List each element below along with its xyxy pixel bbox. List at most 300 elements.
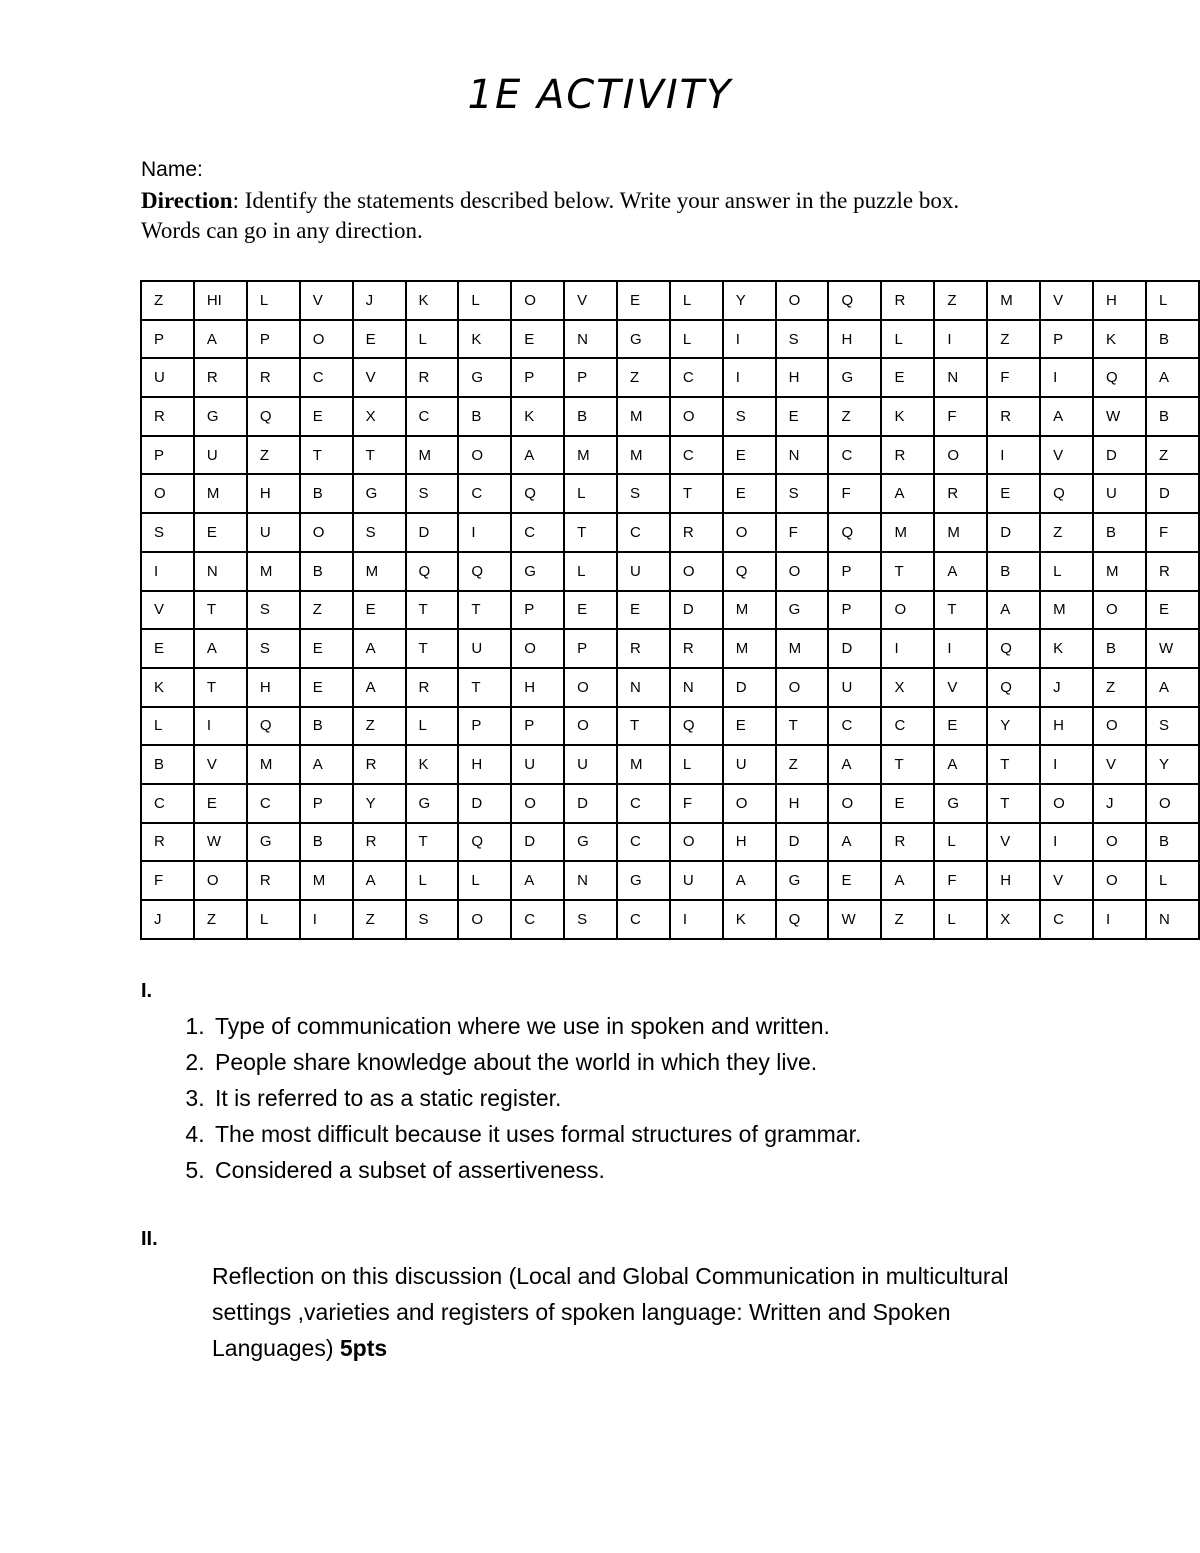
- grid-cell[interactable]: M: [247, 552, 300, 591]
- grid-cell[interactable]: Q: [828, 281, 881, 320]
- grid-cell[interactable]: P: [511, 707, 564, 746]
- grid-cell[interactable]: K: [881, 397, 934, 436]
- grid-cell[interactable]: C: [511, 513, 564, 552]
- grid-cell[interactable]: T: [194, 591, 247, 630]
- grid-cell[interactable]: I: [1093, 900, 1146, 939]
- grid-cell[interactable]: R: [881, 436, 934, 475]
- grid-cell[interactable]: O: [881, 591, 934, 630]
- grid-cell[interactable]: W: [828, 900, 881, 939]
- grid-cell[interactable]: O: [828, 784, 881, 823]
- grid-cell[interactable]: O: [511, 629, 564, 668]
- grid-cell[interactable]: U: [247, 513, 300, 552]
- grid-cell[interactable]: M: [934, 513, 987, 552]
- grid-cell[interactable]: D: [406, 513, 459, 552]
- grid-cell[interactable]: J: [353, 281, 406, 320]
- grid-cell[interactable]: Y: [987, 707, 1040, 746]
- grid-cell[interactable]: U: [617, 552, 670, 591]
- grid-cell[interactable]: L: [1146, 861, 1199, 900]
- grid-cell[interactable]: B: [1093, 629, 1146, 668]
- grid-cell[interactable]: G: [776, 861, 829, 900]
- grid-cell[interactable]: I: [141, 552, 194, 591]
- grid-cell[interactable]: B: [458, 397, 511, 436]
- grid-cell[interactable]: U: [670, 861, 723, 900]
- grid-cell[interactable]: Q: [987, 629, 1040, 668]
- grid-cell[interactable]: S: [353, 513, 406, 552]
- grid-cell[interactable]: N: [617, 668, 670, 707]
- grid-cell[interactable]: P: [511, 358, 564, 397]
- grid-cell[interactable]: A: [987, 591, 1040, 630]
- grid-cell[interactable]: Z: [1146, 436, 1199, 475]
- grid-cell[interactable]: R: [141, 397, 194, 436]
- grid-cell[interactable]: S: [406, 474, 459, 513]
- grid-cell[interactable]: E: [881, 784, 934, 823]
- grid-cell[interactable]: T: [406, 823, 459, 862]
- grid-cell[interactable]: O: [723, 513, 776, 552]
- grid-cell[interactable]: O: [564, 707, 617, 746]
- grid-cell[interactable]: L: [406, 320, 459, 359]
- grid-cell[interactable]: B: [300, 707, 353, 746]
- grid-cell[interactable]: D: [987, 513, 1040, 552]
- grid-cell[interactable]: L: [458, 861, 511, 900]
- grid-cell[interactable]: G: [511, 552, 564, 591]
- grid-cell[interactable]: M: [564, 436, 617, 475]
- grid-cell[interactable]: T: [934, 591, 987, 630]
- grid-cell[interactable]: E: [194, 513, 247, 552]
- grid-cell[interactable]: T: [987, 745, 1040, 784]
- grid-cell[interactable]: R: [353, 745, 406, 784]
- grid-cell[interactable]: L: [934, 900, 987, 939]
- grid-cell[interactable]: M: [300, 861, 353, 900]
- grid-cell[interactable]: S: [723, 397, 776, 436]
- grid-cell[interactable]: E: [723, 474, 776, 513]
- grid-cell[interactable]: I: [670, 900, 723, 939]
- grid-cell[interactable]: O: [300, 513, 353, 552]
- grid-cell[interactable]: C: [141, 784, 194, 823]
- grid-cell[interactable]: U: [194, 436, 247, 475]
- grid-cell[interactable]: L: [670, 745, 723, 784]
- grid-cell[interactable]: S: [247, 629, 300, 668]
- grid-cell[interactable]: R: [1146, 552, 1199, 591]
- grid-cell[interactable]: M: [987, 281, 1040, 320]
- grid-cell[interactable]: G: [828, 358, 881, 397]
- grid-cell[interactable]: H: [828, 320, 881, 359]
- grid-cell[interactable]: T: [881, 745, 934, 784]
- grid-cell[interactable]: U: [723, 745, 776, 784]
- grid-cell[interactable]: B: [300, 474, 353, 513]
- grid-cell[interactable]: E: [723, 436, 776, 475]
- grid-cell[interactable]: O: [300, 320, 353, 359]
- grid-cell[interactable]: O: [564, 668, 617, 707]
- grid-cell[interactable]: A: [881, 861, 934, 900]
- grid-cell[interactable]: A: [828, 745, 881, 784]
- grid-cell[interactable]: O: [670, 823, 723, 862]
- grid-cell[interactable]: E: [353, 320, 406, 359]
- grid-cell[interactable]: M: [617, 397, 670, 436]
- grid-cell[interactable]: T: [776, 707, 829, 746]
- grid-cell[interactable]: G: [194, 397, 247, 436]
- grid-cell[interactable]: P: [141, 320, 194, 359]
- grid-cell[interactable]: O: [670, 552, 723, 591]
- grid-cell[interactable]: I: [881, 629, 934, 668]
- grid-cell[interactable]: A: [1040, 397, 1093, 436]
- grid-cell[interactable]: D: [511, 823, 564, 862]
- grid-cell[interactable]: G: [406, 784, 459, 823]
- grid-cell[interactable]: Q: [458, 552, 511, 591]
- grid-cell[interactable]: V: [987, 823, 1040, 862]
- grid-cell[interactable]: H: [1093, 281, 1146, 320]
- grid-cell[interactable]: K: [458, 320, 511, 359]
- grid-cell[interactable]: T: [353, 436, 406, 475]
- grid-cell[interactable]: E: [353, 591, 406, 630]
- grid-cell[interactable]: F: [934, 397, 987, 436]
- grid-cell[interactable]: A: [1146, 668, 1199, 707]
- grid-cell[interactable]: E: [1146, 591, 1199, 630]
- grid-cell[interactable]: B: [987, 552, 1040, 591]
- grid-cell[interactable]: I: [458, 513, 511, 552]
- grid-cell[interactable]: O: [1146, 784, 1199, 823]
- grid-cell[interactable]: E: [934, 707, 987, 746]
- grid-cell[interactable]: B: [1146, 397, 1199, 436]
- grid-cell[interactable]: B: [1146, 320, 1199, 359]
- grid-cell[interactable]: F: [670, 784, 723, 823]
- grid-cell[interactable]: T: [194, 668, 247, 707]
- grid-cell[interactable]: G: [458, 358, 511, 397]
- grid-cell[interactable]: C: [406, 397, 459, 436]
- grid-cell[interactable]: O: [934, 436, 987, 475]
- grid-cell[interactable]: N: [1146, 900, 1199, 939]
- grid-cell[interactable]: P: [828, 591, 881, 630]
- grid-cell[interactable]: D: [776, 823, 829, 862]
- grid-cell[interactable]: T: [881, 552, 934, 591]
- grid-cell[interactable]: G: [564, 823, 617, 862]
- grid-cell[interactable]: T: [406, 591, 459, 630]
- grid-cell[interactable]: S: [617, 474, 670, 513]
- grid-cell[interactable]: P: [247, 320, 300, 359]
- grid-cell[interactable]: T: [617, 707, 670, 746]
- grid-cell[interactable]: Q: [511, 474, 564, 513]
- grid-cell[interactable]: E: [723, 707, 776, 746]
- grid-cell[interactable]: I: [723, 358, 776, 397]
- grid-cell[interactable]: J: [1093, 784, 1146, 823]
- grid-cell[interactable]: S: [564, 900, 617, 939]
- grid-cell[interactable]: A: [300, 745, 353, 784]
- grid-cell[interactable]: H: [511, 668, 564, 707]
- grid-cell[interactable]: E: [828, 861, 881, 900]
- grid-cell[interactable]: Q: [247, 707, 300, 746]
- grid-cell[interactable]: R: [881, 823, 934, 862]
- grid-cell[interactable]: Q: [406, 552, 459, 591]
- grid-cell[interactable]: L: [406, 861, 459, 900]
- grid-cell[interactable]: N: [670, 668, 723, 707]
- grid-cell[interactable]: A: [353, 629, 406, 668]
- grid-cell[interactable]: Q: [247, 397, 300, 436]
- grid-cell[interactable]: J: [1040, 668, 1093, 707]
- grid-cell[interactable]: O: [776, 552, 829, 591]
- grid-cell[interactable]: T: [300, 436, 353, 475]
- grid-cell[interactable]: F: [141, 861, 194, 900]
- grid-cell[interactable]: L: [247, 900, 300, 939]
- grid-cell[interactable]: N: [564, 861, 617, 900]
- grid-cell[interactable]: Z: [353, 900, 406, 939]
- grid-cell[interactable]: V: [353, 358, 406, 397]
- grid-cell[interactable]: N: [194, 552, 247, 591]
- grid-cell[interactable]: B: [1093, 513, 1146, 552]
- grid-cell[interactable]: E: [564, 591, 617, 630]
- grid-cell[interactable]: A: [881, 474, 934, 513]
- grid-cell[interactable]: B: [141, 745, 194, 784]
- grid-cell[interactable]: L: [247, 281, 300, 320]
- grid-cell[interactable]: V: [141, 591, 194, 630]
- grid-cell[interactable]: M: [776, 629, 829, 668]
- grid-cell[interactable]: V: [1093, 745, 1146, 784]
- grid-cell[interactable]: X: [353, 397, 406, 436]
- grid-cell[interactable]: Q: [828, 513, 881, 552]
- grid-cell[interactable]: A: [194, 320, 247, 359]
- grid-cell[interactable]: T: [670, 474, 723, 513]
- grid-cell[interactable]: L: [564, 552, 617, 591]
- grid-cell[interactable]: O: [776, 668, 829, 707]
- grid-cell[interactable]: L: [141, 707, 194, 746]
- grid-cell[interactable]: C: [828, 707, 881, 746]
- grid-cell[interactable]: Z: [194, 900, 247, 939]
- grid-cell[interactable]: L: [564, 474, 617, 513]
- grid-cell[interactable]: G: [934, 784, 987, 823]
- grid-cell[interactable]: Q: [458, 823, 511, 862]
- grid-cell[interactable]: M: [723, 629, 776, 668]
- grid-cell[interactable]: M: [881, 513, 934, 552]
- grid-cell[interactable]: C: [617, 513, 670, 552]
- grid-cell[interactable]: K: [1040, 629, 1093, 668]
- grid-cell[interactable]: R: [670, 629, 723, 668]
- grid-cell[interactable]: R: [670, 513, 723, 552]
- grid-cell[interactable]: R: [194, 358, 247, 397]
- grid-cell[interactable]: F: [776, 513, 829, 552]
- grid-cell[interactable]: B: [1146, 823, 1199, 862]
- grid-cell[interactable]: K: [141, 668, 194, 707]
- grid-cell[interactable]: G: [617, 320, 670, 359]
- grid-cell[interactable]: Z: [987, 320, 1040, 359]
- grid-cell[interactable]: K: [1093, 320, 1146, 359]
- grid-cell[interactable]: I: [1040, 745, 1093, 784]
- grid-cell[interactable]: Q: [776, 900, 829, 939]
- grid-cell[interactable]: E: [300, 629, 353, 668]
- grid-cell[interactable]: C: [617, 900, 670, 939]
- grid-cell[interactable]: I: [934, 320, 987, 359]
- grid-cell[interactable]: Z: [300, 591, 353, 630]
- grid-cell[interactable]: D: [670, 591, 723, 630]
- grid-cell[interactable]: A: [511, 861, 564, 900]
- grid-cell[interactable]: Q: [987, 668, 1040, 707]
- grid-cell[interactable]: G: [353, 474, 406, 513]
- grid-cell[interactable]: D: [458, 784, 511, 823]
- grid-cell[interactable]: I: [300, 900, 353, 939]
- grid-cell[interactable]: N: [776, 436, 829, 475]
- grid-cell[interactable]: M: [1040, 591, 1093, 630]
- grid-cell[interactable]: I: [987, 436, 1040, 475]
- grid-cell[interactable]: V: [194, 745, 247, 784]
- grid-cell[interactable]: F: [987, 358, 1040, 397]
- grid-cell[interactable]: H: [247, 474, 300, 513]
- grid-cell[interactable]: Z: [776, 745, 829, 784]
- grid-cell[interactable]: O: [458, 900, 511, 939]
- grid-cell[interactable]: V: [1040, 281, 1093, 320]
- grid-cell[interactable]: T: [564, 513, 617, 552]
- grid-cell[interactable]: A: [723, 861, 776, 900]
- grid-cell[interactable]: B: [564, 397, 617, 436]
- grid-cell[interactable]: N: [564, 320, 617, 359]
- grid-cell[interactable]: H: [723, 823, 776, 862]
- grid-cell[interactable]: E: [141, 629, 194, 668]
- grid-cell[interactable]: M: [353, 552, 406, 591]
- grid-cell[interactable]: O: [1093, 707, 1146, 746]
- grid-cell[interactable]: P: [458, 707, 511, 746]
- grid-cell[interactable]: Z: [934, 281, 987, 320]
- grid-cell[interactable]: A: [353, 861, 406, 900]
- grid-cell[interactable]: K: [406, 281, 459, 320]
- grid-cell[interactable]: F: [1146, 513, 1199, 552]
- grid-cell[interactable]: L: [670, 320, 723, 359]
- grid-cell[interactable]: A: [934, 745, 987, 784]
- grid-cell[interactable]: G: [247, 823, 300, 862]
- grid-cell[interactable]: I: [1040, 358, 1093, 397]
- grid-cell[interactable]: M: [723, 591, 776, 630]
- grid-cell[interactable]: S: [247, 591, 300, 630]
- grid-cell[interactable]: T: [458, 591, 511, 630]
- grid-cell[interactable]: R: [247, 358, 300, 397]
- grid-cell[interactable]: C: [670, 436, 723, 475]
- grid-cell[interactable]: T: [406, 629, 459, 668]
- grid-cell[interactable]: C: [511, 900, 564, 939]
- grid-cell[interactable]: L: [934, 823, 987, 862]
- grid-cell[interactable]: H: [458, 745, 511, 784]
- grid-cell[interactable]: L: [406, 707, 459, 746]
- grid-cell[interactable]: K: [723, 900, 776, 939]
- grid-cell[interactable]: Y: [1146, 745, 1199, 784]
- grid-cell[interactable]: Q: [1093, 358, 1146, 397]
- grid-cell[interactable]: U: [564, 745, 617, 784]
- grid-cell[interactable]: S: [406, 900, 459, 939]
- grid-cell[interactable]: A: [353, 668, 406, 707]
- grid-cell[interactable]: Q: [723, 552, 776, 591]
- grid-cell[interactable]: P: [564, 358, 617, 397]
- grid-cell[interactable]: D: [1146, 474, 1199, 513]
- grid-cell[interactable]: U: [141, 358, 194, 397]
- grid-cell[interactable]: R: [881, 281, 934, 320]
- grid-cell[interactable]: O: [670, 397, 723, 436]
- grid-cell[interactable]: J: [141, 900, 194, 939]
- grid-cell[interactable]: A: [828, 823, 881, 862]
- grid-cell[interactable]: G: [617, 861, 670, 900]
- grid-cell[interactable]: O: [141, 474, 194, 513]
- grid-cell[interactable]: Z: [1093, 668, 1146, 707]
- grid-cell[interactable]: O: [511, 281, 564, 320]
- grid-cell[interactable]: B: [300, 552, 353, 591]
- grid-cell[interactable]: V: [934, 668, 987, 707]
- grid-cell[interactable]: Z: [617, 358, 670, 397]
- grid-cell[interactable]: F: [828, 474, 881, 513]
- grid-cell[interactable]: P: [828, 552, 881, 591]
- grid-cell[interactable]: O: [776, 281, 829, 320]
- grid-cell[interactable]: L: [1040, 552, 1093, 591]
- grid-cell[interactable]: C: [1040, 900, 1093, 939]
- grid-cell[interactable]: K: [511, 397, 564, 436]
- grid-cell[interactable]: R: [987, 397, 1040, 436]
- grid-cell[interactable]: M: [1093, 552, 1146, 591]
- grid-cell[interactable]: A: [194, 629, 247, 668]
- grid-cell[interactable]: L: [1146, 281, 1199, 320]
- grid-cell[interactable]: V: [300, 281, 353, 320]
- grid-cell[interactable]: O: [1040, 784, 1093, 823]
- grid-cell[interactable]: Z: [247, 436, 300, 475]
- grid-cell[interactable]: H: [247, 668, 300, 707]
- grid-cell[interactable]: I: [723, 320, 776, 359]
- grid-cell[interactable]: G: [776, 591, 829, 630]
- grid-cell[interactable]: Z: [1040, 513, 1093, 552]
- grid-cell[interactable]: F: [934, 861, 987, 900]
- grid-cell[interactable]: I: [194, 707, 247, 746]
- grid-cell[interactable]: Q: [1040, 474, 1093, 513]
- grid-cell[interactable]: X: [881, 668, 934, 707]
- grid-cell[interactable]: R: [406, 358, 459, 397]
- grid-cell[interactable]: S: [776, 474, 829, 513]
- grid-cell[interactable]: U: [511, 745, 564, 784]
- grid-cell[interactable]: D: [1093, 436, 1146, 475]
- grid-cell[interactable]: D: [828, 629, 881, 668]
- grid-cell[interactable]: T: [987, 784, 1040, 823]
- grid-cell[interactable]: I: [934, 629, 987, 668]
- grid-cell[interactable]: W: [1093, 397, 1146, 436]
- grid-cell[interactable]: E: [881, 358, 934, 397]
- grid-cell[interactable]: H: [1040, 707, 1093, 746]
- grid-cell[interactable]: C: [881, 707, 934, 746]
- grid-cell[interactable]: Z: [353, 707, 406, 746]
- grid-cell[interactable]: O: [1093, 823, 1146, 862]
- grid-cell[interactable]: O: [458, 436, 511, 475]
- grid-cell[interactable]: B: [300, 823, 353, 862]
- grid-cell[interactable]: Z: [881, 900, 934, 939]
- grid-cell[interactable]: X: [987, 900, 1040, 939]
- grid-cell[interactable]: A: [1146, 358, 1199, 397]
- grid-cell[interactable]: R: [617, 629, 670, 668]
- grid-cell[interactable]: U: [1093, 474, 1146, 513]
- grid-cell[interactable]: E: [511, 320, 564, 359]
- grid-cell[interactable]: L: [670, 281, 723, 320]
- grid-cell[interactable]: Y: [353, 784, 406, 823]
- grid-cell[interactable]: M: [617, 436, 670, 475]
- grid-cell[interactable]: C: [617, 784, 670, 823]
- grid-cell[interactable]: A: [511, 436, 564, 475]
- grid-cell[interactable]: W: [194, 823, 247, 862]
- grid-cell[interactable]: V: [1040, 436, 1093, 475]
- grid-cell[interactable]: C: [300, 358, 353, 397]
- grid-cell[interactable]: R: [934, 474, 987, 513]
- grid-cell[interactable]: E: [300, 397, 353, 436]
- grid-cell[interactable]: S: [141, 513, 194, 552]
- grid-cell[interactable]: P: [300, 784, 353, 823]
- grid-cell[interactable]: N: [934, 358, 987, 397]
- grid-cell[interactable]: I: [1040, 823, 1093, 862]
- grid-cell[interactable]: M: [617, 745, 670, 784]
- grid-cell[interactable]: A: [934, 552, 987, 591]
- grid-cell[interactable]: C: [828, 436, 881, 475]
- grid-cell[interactable]: U: [458, 629, 511, 668]
- grid-cell[interactable]: E: [776, 397, 829, 436]
- grid-cell[interactable]: R: [141, 823, 194, 862]
- grid-cell[interactable]: O: [723, 784, 776, 823]
- grid-cell[interactable]: C: [458, 474, 511, 513]
- grid-cell[interactable]: R: [247, 861, 300, 900]
- grid-cell[interactable]: K: [406, 745, 459, 784]
